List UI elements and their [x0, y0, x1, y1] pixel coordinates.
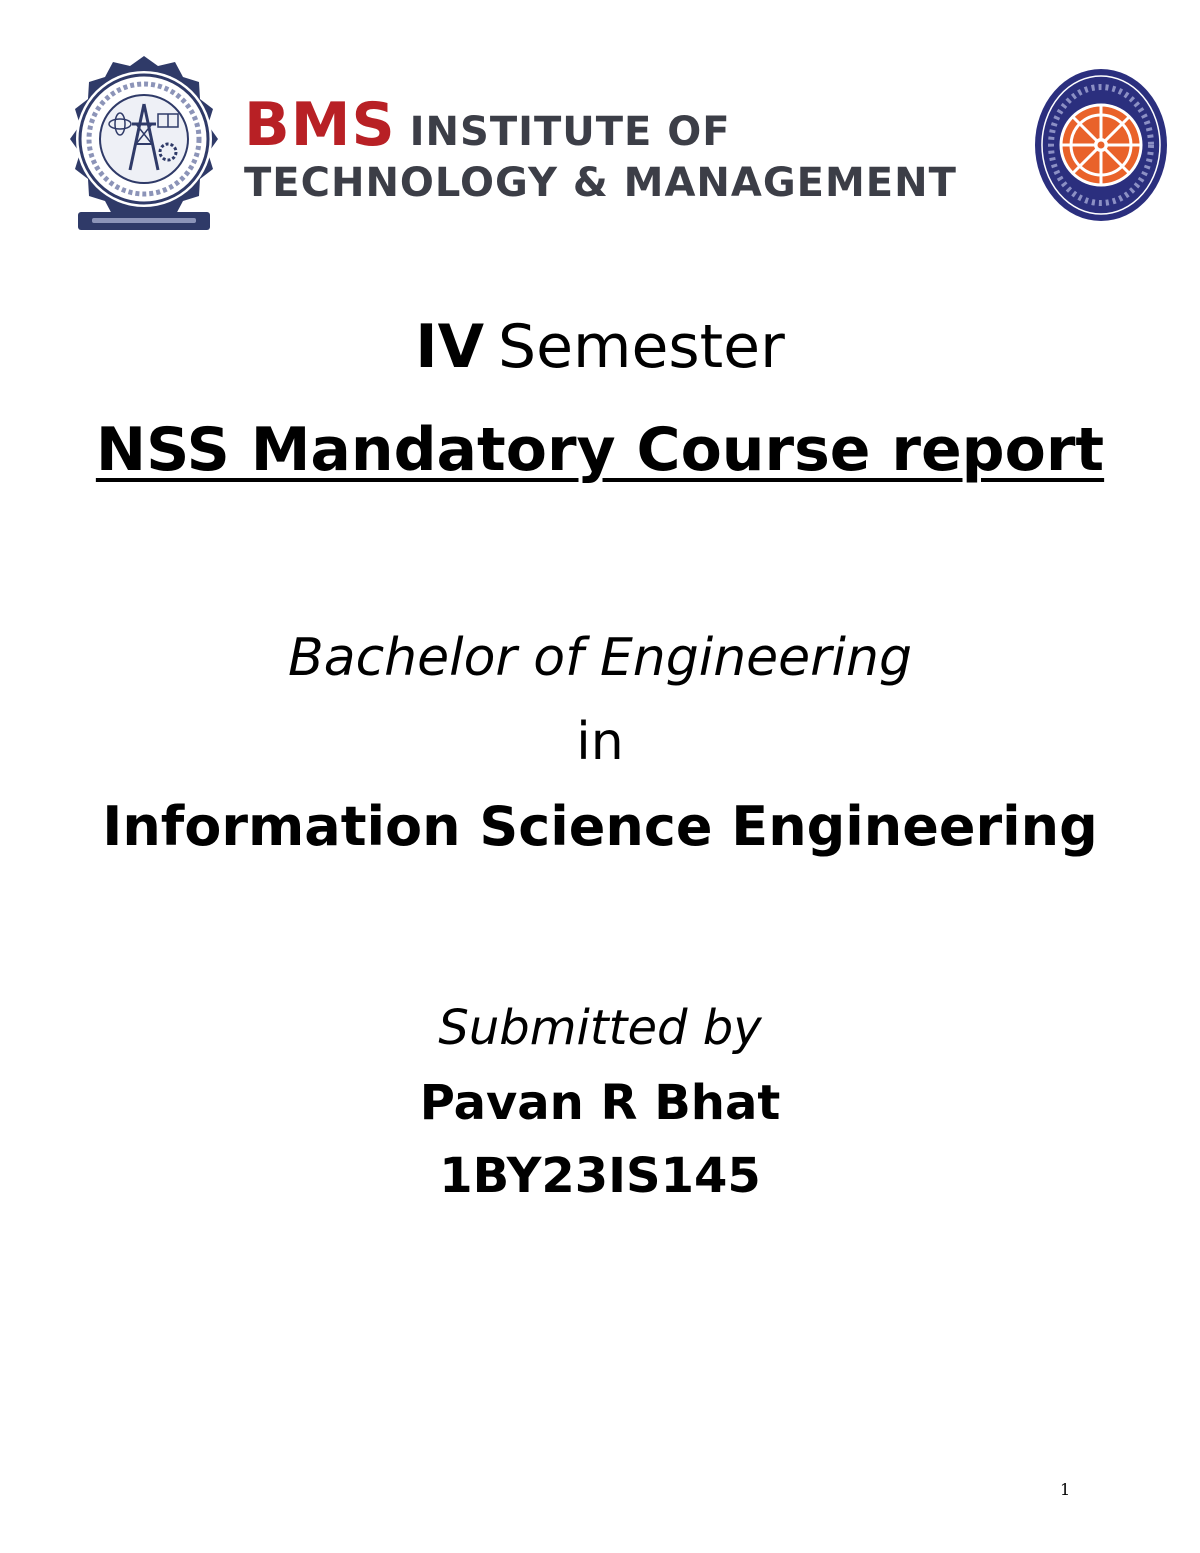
wordmark-institute-of: INSTITUTE OF [409, 109, 731, 155]
student-name: Pavan R Bhat [419, 1075, 781, 1131]
branch-name: Information Science Engineering [102, 795, 1098, 858]
nss-emblem-icon [1032, 66, 1170, 224]
page-number: 1 [1060, 1480, 1071, 1499]
semester-heading [0, 312, 1200, 382]
wordmark-line-1 [244, 90, 731, 162]
institution-header [58, 50, 1168, 240]
wordmark-bms: BMS [244, 90, 396, 160]
degree-name: Bachelor of Engineering [288, 628, 912, 688]
wordmark-line-2: TECHNOLOGY & MANAGEMENT [244, 160, 957, 206]
bms-college-seal-icon [58, 52, 230, 234]
student-usn: 1BY23IS145 [439, 1148, 761, 1204]
submitted-by-label: Submitted by [438, 1000, 762, 1056]
institution-wordmark [244, 90, 1024, 220]
semester-number: IV [415, 312, 485, 382]
semester-word: Semester [498, 312, 785, 382]
course-title: NSS Mandatory Course report [95, 415, 1105, 485]
degree-connector: in [576, 712, 624, 772]
